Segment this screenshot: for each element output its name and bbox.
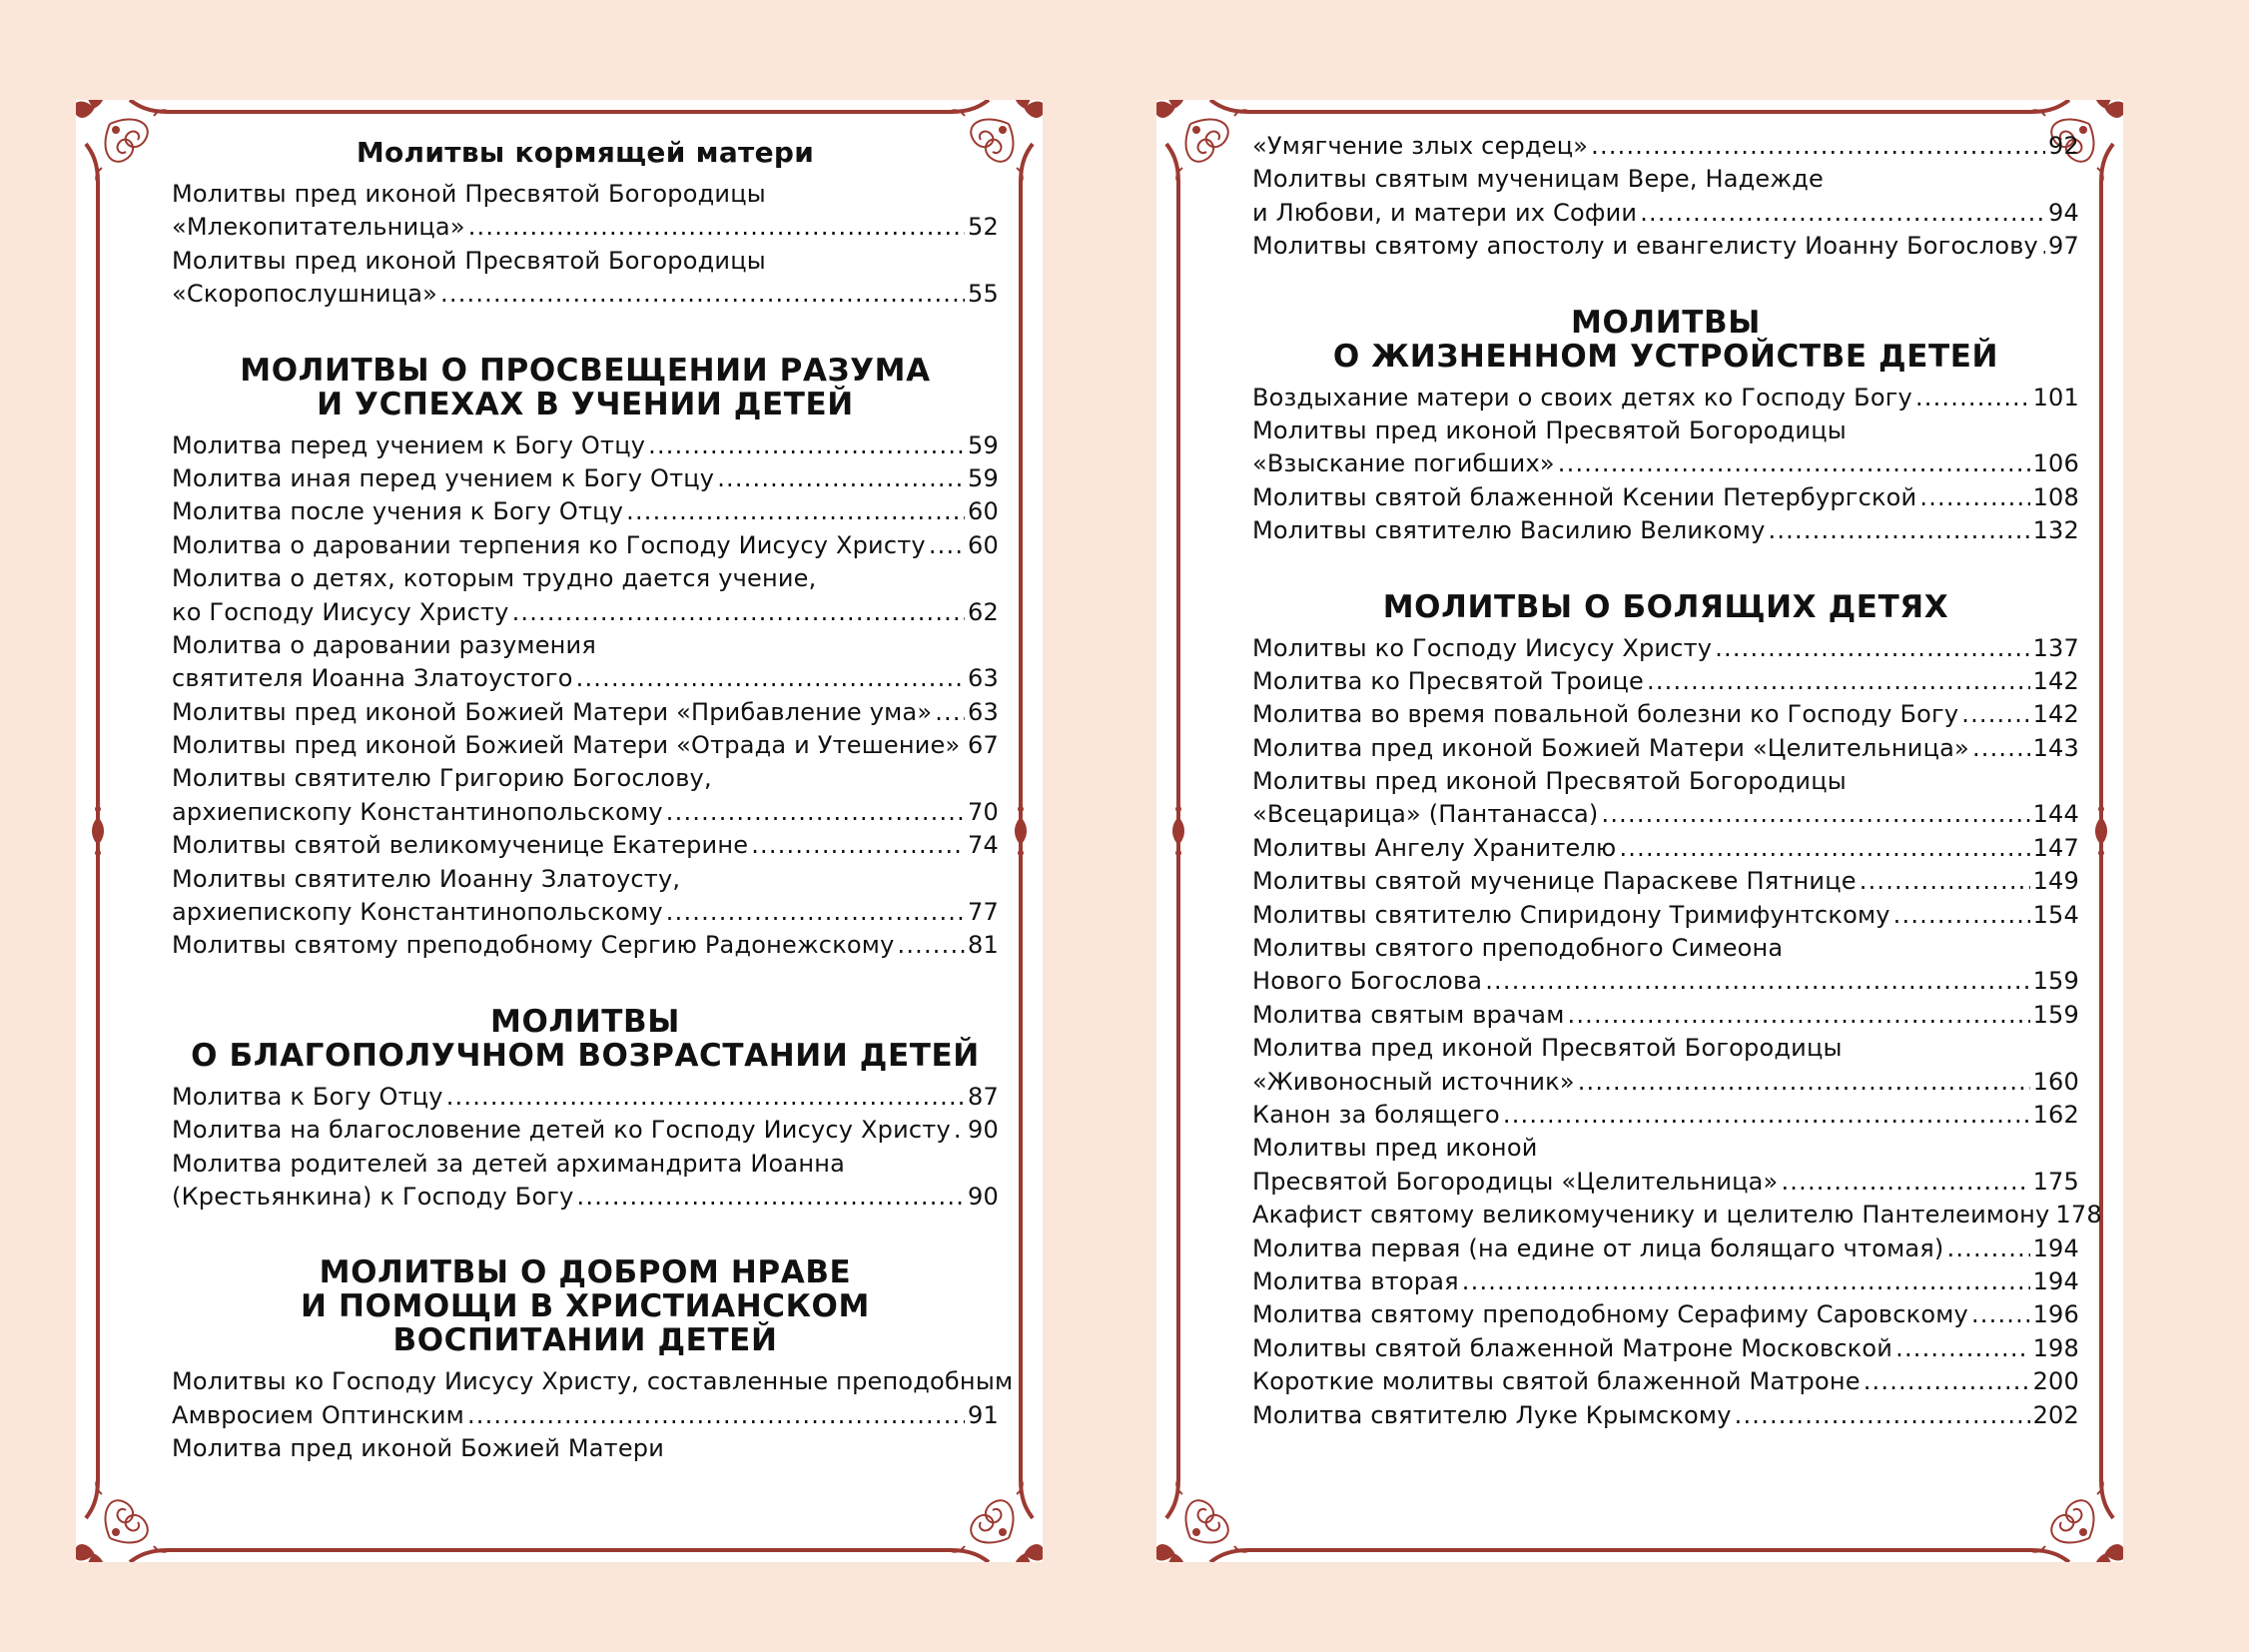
- toc-page-number: 63: [968, 697, 999, 726]
- toc-page-number: 154: [2032, 900, 2079, 929]
- toc-entry-title: «Взыскание погибших»: [1252, 449, 1555, 478]
- toc-entry-title: Молитва пред иконой Божией Матери «Целительница»: [1252, 733, 1969, 762]
- toc-entry-title: ко Господу Иисусу Христу: [172, 597, 509, 626]
- toc-page-number: 149: [2032, 867, 2079, 896]
- section-spacer: [172, 1214, 999, 1255]
- toc-entry: [1252, 1132, 2079, 1199]
- dot-leader: [468, 211, 965, 244]
- toc-entry: [172, 629, 999, 696]
- toc-entry-title: Молитвы пред иконой Божией Матери «Отрада и Утешение»: [172, 731, 961, 760]
- toc-entry-row: [172, 696, 999, 729]
- toc-entry-title: Молитва к Богу Отцу: [172, 1082, 443, 1111]
- toc-entry-row: [1252, 1298, 2079, 1331]
- dot-leader: [1503, 1099, 2030, 1132]
- toc-page-number: 59: [968, 430, 999, 459]
- toc-entry: [172, 462, 999, 495]
- toc-entry-title: Молитвы святой блаженной Ксении Петербургской: [1252, 482, 1917, 511]
- toc-page-number: 143: [2032, 733, 2079, 762]
- toc-entry: [1252, 932, 2079, 999]
- toc-page-number: 159: [2032, 1000, 2079, 1029]
- dot-leader: [1647, 665, 2030, 698]
- dot-leader: [954, 1114, 965, 1147]
- section-heading: МОЛИТВЫ О БОЛЯЩИХ ДЕТЯХ: [1382, 588, 1949, 625]
- toc-entry-row: [1252, 514, 2079, 547]
- toc-entry: [1252, 1399, 2079, 1432]
- toc-entry: [172, 529, 999, 562]
- toc-entry: [1252, 514, 2079, 547]
- toc-entry-title: Молитва о даровании терпения ко Господу Иисусу Христу: [172, 530, 926, 559]
- section-heading: О БЛАГОПОЛУЧНОМ ВОЗРАСТАНИИ ДЕТЕЙ: [191, 1037, 980, 1074]
- toc-entry-row: [172, 529, 999, 562]
- dot-leader: [467, 1399, 965, 1432]
- toc-page-number: 194: [2032, 1234, 2079, 1262]
- toc-entry-row: [172, 796, 999, 829]
- toc-page-number: 81: [968, 931, 999, 960]
- section-heading: Молитвы кормящей матери: [356, 136, 815, 169]
- dot-leader: [1462, 1265, 2030, 1298]
- toc-entry: [172, 863, 999, 930]
- toc-entry: [1252, 765, 2079, 832]
- section-heading: МОЛИТВЫ: [490, 1003, 680, 1040]
- dot-leader: [1919, 481, 2029, 514]
- dot-leader: [1640, 197, 2045, 230]
- toc-entry-title: Молитва вторая: [1252, 1266, 1459, 1295]
- heading-spacer: [1252, 374, 2079, 382]
- toc-entry: [1252, 999, 2079, 1032]
- toc-page-number: 55: [968, 280, 999, 309]
- toc-page-number: 52: [968, 213, 999, 242]
- toc-entry-title: Молитвы святителю Василию Великому: [1252, 516, 1766, 545]
- section-heading: МОЛИТВЫ: [1571, 304, 1761, 341]
- toc-entry-title: Молитва после учения к Богу Отцу: [172, 497, 624, 526]
- heading-spacer: [172, 421, 999, 429]
- toc-entry: [172, 829, 999, 862]
- dot-leader: [1485, 965, 2029, 998]
- toc-entry-row: [1252, 732, 2079, 765]
- toc-entry: [1252, 1032, 2079, 1099]
- toc-entry-title: Молитвы святой мученице Параскеве Пятнице: [1252, 867, 1857, 896]
- toc-page-number: 70: [968, 797, 999, 826]
- toc-entry-row: [172, 596, 999, 629]
- toc-page-number: 175: [2032, 1167, 2079, 1196]
- toc-entry-row: [1252, 999, 2079, 1032]
- toc-entry-title: «Живоносный источник»: [1252, 1067, 1575, 1096]
- toc-page-number: 160: [2032, 1067, 2079, 1096]
- toc-page-number: 60: [968, 497, 999, 526]
- toc-entry-row: [1252, 965, 2079, 998]
- dot-leader: [576, 662, 965, 695]
- dot-leader: [1781, 1166, 2029, 1199]
- toc-entry-title: архиепископу Константинопольскому: [172, 797, 663, 826]
- toc-entry-row: [172, 1081, 999, 1114]
- toc-entry-row: [1252, 1233, 2079, 1265]
- toc-page-number: 62: [968, 597, 999, 626]
- toc-entry: [172, 1081, 999, 1114]
- dot-leader: [1961, 698, 2029, 731]
- toc-entry-row: [1252, 1066, 2079, 1099]
- toc-entry-title: Короткие молитвы святой блаженной Матроне: [1252, 1367, 1861, 1396]
- toc-entry-row: [1252, 899, 2079, 932]
- toc-entry-title: (Крестьянкина) к Господу Богу: [172, 1182, 574, 1211]
- toc-entry: [172, 1432, 999, 1465]
- toc-entry-row: [1252, 1265, 2079, 1298]
- right-page: [1156, 100, 2123, 1562]
- toc-entry-row: [1252, 832, 2079, 865]
- toc-entry-title: святителя Иоанна Златоустого: [172, 664, 573, 693]
- toc-entry-title: Пресвятой Богородицы «Целительница»: [1252, 1167, 1779, 1196]
- dot-leader: [935, 696, 965, 729]
- dot-leader: [1893, 899, 2030, 932]
- section-heading: МОЛИТВЫ О ДОБРОМ НРАВЕ: [319, 1254, 852, 1291]
- toc-entry-title: «Умягчение злых сердец»: [1252, 132, 1589, 160]
- corner-flourish-icon: [76, 100, 168, 182]
- toc-entry-title: Молитва святителю Луке Крымскому: [1252, 1400, 1732, 1429]
- toc-entry-title: Молитвы святой великомученице Екатерине: [172, 831, 749, 860]
- toc-page-number: 144: [2032, 800, 2079, 829]
- toc-entry-title: Молитвы Ангелу Хранителю: [1252, 833, 1617, 862]
- toc-entry-row: [1252, 698, 2079, 731]
- heading-spacer: [172, 1357, 999, 1365]
- toc-entry-title: Молитва во время повальной болезни ко Господу Богу: [1252, 700, 1959, 729]
- dot-leader: [1864, 1365, 2030, 1398]
- toc-entry-row: [1252, 632, 2079, 665]
- toc-entry-title: «Всецарица» (Пантанасса): [1252, 800, 1599, 829]
- toc-entry-title: Молитвы святой блаженной Матроне Московской: [1252, 1333, 1893, 1362]
- toc-entry: [172, 1114, 999, 1147]
- corner-flourish-icon: [76, 1480, 168, 1562]
- left-page: [76, 100, 1043, 1562]
- toc-entry-title-line: Молитва о детях, которым трудно дается учение,: [172, 564, 817, 593]
- dot-leader: [1591, 130, 2045, 163]
- dot-leader: [1715, 632, 2029, 665]
- toc-entry: [1252, 632, 2079, 665]
- toc-entry: [172, 1148, 999, 1215]
- side-ornament-icon: [1172, 806, 1184, 856]
- toc-entry: [172, 495, 999, 528]
- toc-entry: [1252, 1298, 2079, 1331]
- dot-leader: [1971, 1298, 2030, 1331]
- toc-entry-row: [172, 896, 999, 929]
- toc-entry: [1252, 732, 2079, 765]
- toc-entry-title-line: Молитвы святого преподобного Симеона: [1252, 934, 1784, 963]
- toc-entry-title: Акафист святому великомученику и целителю Пантелеимону: [1252, 1201, 2050, 1230]
- toc-entry-title-line: Молитвы пред иконой Пресвятой Богородицы: [1252, 415, 1847, 444]
- toc-page-number: 97: [2048, 232, 2079, 261]
- toc-entry-title: «Скоропослушница»: [172, 280, 438, 309]
- toc-page-number: 202: [2032, 1400, 2079, 1429]
- toc-entry-title: Воздыхание матери о своих детях ко Господу Богу: [1252, 383, 1912, 412]
- toc-entry-title: Амвросием Оптинским: [172, 1400, 464, 1429]
- toc-entry-row: [172, 929, 999, 962]
- toc-entry-title: Молитва на благословение детей ко Господу Иисусу Христу: [172, 1116, 951, 1145]
- section-heading: МОЛИТВЫ О ПРОСВЕЩЕНИИ РАЗУМА: [240, 352, 931, 389]
- corner-flourish-icon: [1156, 100, 1248, 182]
- toc-entry-title-line: Молитвы ко Господу Иисусу Христу, составленные преподобным: [172, 1367, 1014, 1396]
- toc-entry-title: Молитва перед учением к Богу Отцу: [172, 430, 646, 459]
- corner-flourish-icon: [1156, 1480, 1248, 1562]
- toc-entry-row: [1252, 1199, 2102, 1232]
- toc-page-number: 162: [2032, 1100, 2079, 1129]
- heading-spacer: [172, 170, 999, 178]
- toc-entry: [1252, 1233, 2079, 1265]
- toc-entry-row: [1252, 481, 2079, 514]
- toc-entry-row: [1252, 1332, 2079, 1365]
- toc-page-number: 142: [2032, 700, 2079, 729]
- left-page-content: [172, 136, 1014, 1466]
- toc-page-number: 132: [2032, 516, 2079, 545]
- toc-entry-title: Молитва ко Пресвятой Троице: [1252, 666, 1644, 695]
- toc-page-number: 67: [968, 731, 999, 760]
- toc-entry-title: Молитвы святителю Спиридону Тримифунтскому: [1252, 900, 1890, 929]
- toc-entry: [172, 245, 999, 312]
- corner-flourish-icon: [2031, 1480, 2123, 1562]
- toc-entry-title-line: Молитвы пред иконой Пресвятой Богородицы: [1252, 767, 1847, 796]
- toc-entry-row: [172, 1114, 999, 1147]
- toc-entry-title-line: Молитва пред иконой Пресвятой Богородицы: [1252, 1034, 1843, 1063]
- toc-entry-title-line: Молитвы пред иконой: [1252, 1134, 1538, 1163]
- dot-leader: [577, 1181, 966, 1214]
- dot-leader: [1558, 447, 2030, 480]
- toc-entry: [1252, 382, 2079, 414]
- dot-leader: [626, 495, 965, 528]
- section-spacer: [172, 963, 999, 1005]
- toc-entry-title-line: Молитва пред иконой Божией Матери: [172, 1434, 665, 1463]
- toc-entry: [1252, 481, 2079, 514]
- toc-entry: [1252, 1332, 2079, 1365]
- right-page-content: [1252, 130, 2102, 1432]
- toc-entry-row: [172, 211, 999, 244]
- toc-entry-row: [1252, 1365, 2079, 1398]
- toc-entry: [1252, 1099, 2079, 1132]
- toc-entry-row: [172, 429, 999, 462]
- section-heading: И ПОМОЩИ В ХРИСТИАНСКОМ: [301, 1288, 870, 1325]
- toc-entry-row: [1252, 798, 2079, 831]
- toc-entry: [1252, 832, 2079, 865]
- toc-entry-row: [172, 278, 999, 311]
- toc-entry-title: Нового Богослова: [1252, 967, 1483, 996]
- toc-entry: [1252, 163, 2079, 230]
- toc-entry: [172, 429, 999, 462]
- toc-entry-row: [1252, 447, 2079, 480]
- toc-page-number: 106: [2032, 449, 2079, 478]
- toc-entry-row: [1252, 1099, 2079, 1132]
- toc-entry: [1252, 698, 2079, 731]
- toc-page-number: 137: [2032, 633, 2079, 662]
- dot-leader: [1860, 865, 2030, 898]
- toc-page-number: 59: [968, 463, 999, 492]
- toc-entry: [1252, 414, 2079, 481]
- toc-entry-title: Молитва иная перед учением к Богу Отцу: [172, 463, 715, 492]
- toc-page-number: 90: [968, 1182, 999, 1211]
- toc-entry-title-line: Молитвы пред иконой Пресвятой Богородицы: [172, 180, 766, 208]
- toc-page-number: 77: [968, 898, 999, 927]
- toc-page-number: 196: [2032, 1300, 2079, 1329]
- dot-leader: [446, 1081, 965, 1114]
- toc-entry: [1252, 865, 2079, 898]
- dot-leader: [751, 829, 965, 862]
- toc-entry-row: [172, 829, 999, 862]
- toc-entry-row: [172, 729, 999, 762]
- toc-entry-title-line: Молитвы святителю Иоанну Златоусту,: [172, 864, 681, 893]
- side-ornament-icon: [92, 806, 104, 856]
- heading-spacer: [1252, 624, 2079, 632]
- dot-leader: [717, 462, 965, 495]
- toc-entry-row: [1252, 665, 2079, 698]
- toc-entry-title: архиепископу Константинопольскому: [172, 898, 663, 927]
- toc-entry-row: [172, 1399, 999, 1432]
- section-spacer: [1252, 264, 2079, 306]
- toc-entry-row: [172, 662, 999, 695]
- toc-page-number: 159: [2032, 967, 2079, 996]
- toc-entry: [1252, 230, 2079, 263]
- dot-leader: [1578, 1066, 2030, 1099]
- toc-entry-row: [172, 1181, 999, 1214]
- dot-leader: [512, 596, 965, 629]
- toc-entry: [172, 929, 999, 962]
- toc-page-number: 198: [2032, 1333, 2079, 1362]
- dot-leader: [1915, 382, 2030, 414]
- toc-entry-row: [1252, 382, 2079, 414]
- dot-leader: [1619, 832, 2029, 865]
- toc-page-number: 147: [2032, 833, 2079, 862]
- toc-entry-row: [1252, 230, 2079, 263]
- dot-leader: [1895, 1332, 2029, 1365]
- dot-leader: [1602, 798, 2030, 831]
- toc-entry-row: [172, 462, 999, 495]
- toc-entry-title: Молитвы святому апостолу и евангелисту Иоанну Богослову: [1252, 232, 2038, 261]
- toc-entry: [1252, 665, 2079, 698]
- dot-leader: [1972, 732, 2030, 765]
- toc-entry-title: Молитвы святому преподобному Сергию Радонежскому: [172, 931, 895, 960]
- toc-entry-title-line: Молитвы пред иконой Пресвятой Богородицы: [172, 246, 766, 275]
- toc-entry: [172, 1365, 1014, 1432]
- toc-entry-row: [1252, 197, 2079, 230]
- toc-entry: [172, 178, 999, 245]
- toc-entry: [172, 696, 999, 729]
- toc-entry: [1252, 899, 2079, 932]
- dot-leader: [1735, 1399, 2030, 1432]
- toc-entry-title: Молитва святому преподобному Серафиму Саровскому: [1252, 1300, 1968, 1329]
- section-heading: И УСПЕХАХ В УЧЕНИИ ДЕТЕЙ: [317, 386, 854, 422]
- section-heading: О ЖИЗНЕННОМ УСТРОЙСТВЕ ДЕТЕЙ: [1332, 338, 1999, 375]
- toc-entry-row: [1252, 865, 2079, 898]
- dot-leader: [666, 896, 965, 929]
- toc-entry-title: «Млекопитательница»: [172, 213, 465, 242]
- toc-entry: [172, 562, 999, 629]
- toc-entry-title: Молитвы пред иконой Божией Матери «Прибавление ума»: [172, 697, 933, 726]
- dot-leader: [929, 529, 965, 562]
- corner-flourish-icon: [951, 1480, 1043, 1562]
- toc-page-number: 74: [968, 831, 999, 860]
- toc-entry-title: Канон за болящего: [1252, 1100, 1500, 1129]
- section-spacer: [1252, 548, 2079, 590]
- toc-entry-row: [1252, 1399, 2079, 1432]
- toc-page-number: 101: [2032, 383, 2079, 412]
- dot-leader: [1568, 999, 2030, 1032]
- toc-entry: [1252, 130, 2079, 163]
- toc-entry: [172, 729, 999, 762]
- side-ornament-icon: [2095, 806, 2107, 856]
- toc-entry-title: Молитва первая (на едине от лица болящаго чтомая): [1252, 1234, 1944, 1262]
- heading-spacer: [172, 1073, 999, 1081]
- dot-leader: [648, 429, 965, 462]
- side-ornament-icon: [1015, 806, 1027, 856]
- dot-leader: [963, 729, 965, 762]
- toc-page-number: 178: [2055, 1201, 2102, 1230]
- toc-entry-title: и Любови, и матери их Софии: [1252, 198, 1638, 227]
- toc-page-number: 60: [968, 530, 999, 559]
- toc-entry-title-line: Молитвы святым мученицам Вере, Надежде: [1252, 165, 1824, 194]
- dot-leader: [1947, 1233, 2030, 1265]
- toc-page-number: 63: [968, 664, 999, 693]
- toc-entry: [1252, 1265, 2079, 1298]
- section-heading: ВОСПИТАНИИ ДЕТЕЙ: [392, 1322, 778, 1359]
- toc-entry: [172, 762, 999, 829]
- toc-entry-row: [1252, 1166, 2079, 1199]
- dot-leader: [2041, 230, 2045, 263]
- toc-entry-row: [172, 495, 999, 528]
- dot-leader: [666, 796, 965, 829]
- section-spacer: [172, 312, 999, 354]
- dot-leader: [897, 929, 965, 962]
- toc-entry-title: Молитвы ко Господу Иисусу Христу: [1252, 633, 1713, 662]
- toc-entry-title-line: Молитва о даровании разумения: [172, 630, 596, 659]
- toc-entry-title: Молитва святым врачам: [1252, 1000, 1565, 1029]
- toc-entry: [1252, 1365, 2079, 1398]
- toc-page-number: 90: [968, 1116, 999, 1145]
- toc-entry-row: [1252, 130, 2079, 163]
- dot-leader: [440, 278, 965, 311]
- toc-entry: [1252, 1199, 2102, 1232]
- toc-page-number: 94: [2048, 198, 2079, 227]
- toc-page-number: 142: [2032, 666, 2079, 695]
- toc-entry-title-line: Молитва родителей за детей архимандрита Иоанна: [172, 1149, 846, 1178]
- toc-entry-title-line: Молитвы святителю Григорию Богослову,: [172, 764, 712, 793]
- toc-page-number: 108: [2032, 482, 2079, 511]
- toc-page-number: 91: [968, 1400, 999, 1429]
- toc-page-number: 87: [968, 1082, 999, 1111]
- toc-page-number: 200: [2032, 1367, 2079, 1396]
- dot-leader: [1769, 514, 2030, 547]
- toc-page-number: 92: [2048, 132, 2079, 160]
- toc-page-number: 194: [2032, 1266, 2079, 1295]
